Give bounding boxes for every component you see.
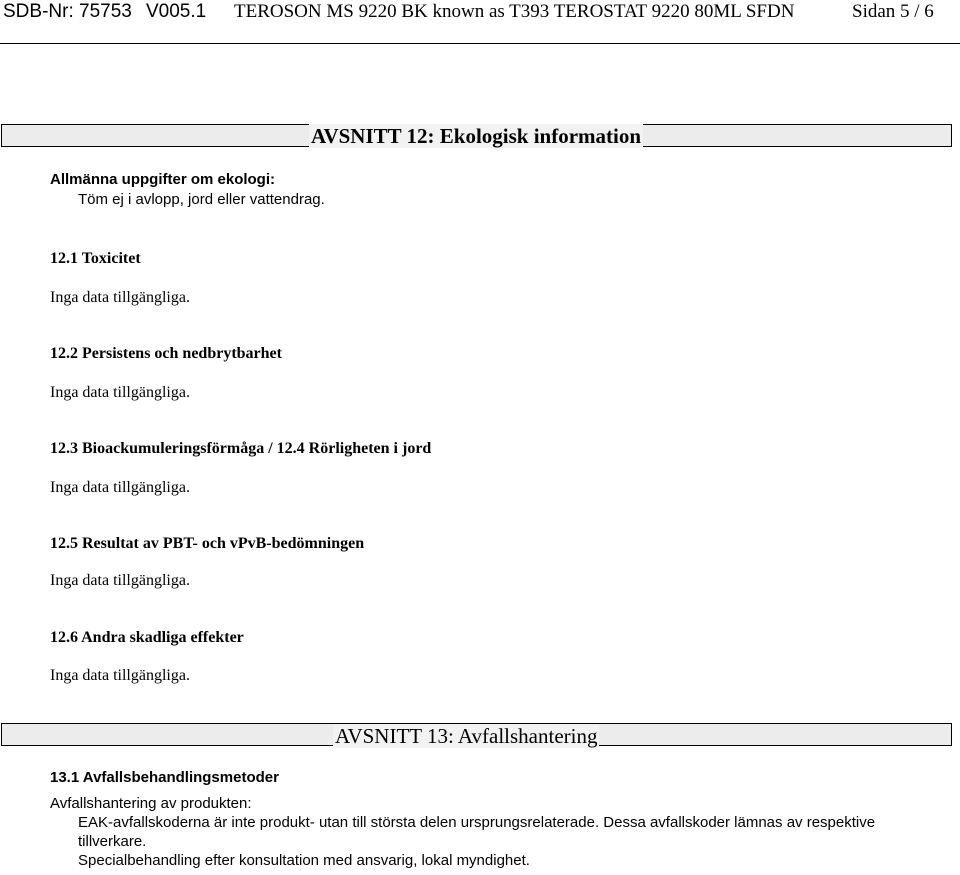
section-13-title: AVSNITT 13: Avfallshantering [335,724,598,748]
subsection-heading: 12.5 Resultat av PBT- och vPvB-bedömningen [50,535,365,552]
product-name: TEROSON MS 9220 BK known as T393 TEROSTAT 9220 80ML SFDN [234,1,795,22]
subsection-text: Inga data tillgängliga. [50,479,190,496]
subsection-text: Inga data tillgängliga. [50,289,190,306]
subsection-heading: 12.6 Andra skadliga effekter [50,629,244,646]
subsection-text: Inga data tillgängliga. [50,384,190,401]
waste-text-line-3: Specialbehandling efter konsultation med ansvarig, lokal myndighet. [78,852,530,869]
subsection-heading: 12.3 Bioackumuleringsförmåga / 12.4 Rörligheten i jord [50,440,432,457]
waste-text-line-1: EAK-avfallskoderna är inte produkt- utan till största delen ursprungsrelaterade. Dessa avfallskoder lämnas av respektive [78,814,876,831]
subsection-heading: 12.2 Persistens och nedbrytbarhet [50,345,282,362]
version: V005.1 [146,1,207,22]
sdb-number: SDB-Nr: 75753 [3,1,132,22]
page-number: Sidan 5 / 6 [852,1,934,22]
waste-text-line-2: tillverkare. [78,833,147,850]
subsection-text: Inga data tillgängliga. [50,572,190,589]
section-12-title: AVSNITT 12: Ekologisk information [311,124,642,148]
general-ecology-text: Töm ej i avlopp, jord eller vattendrag. [78,191,325,208]
general-ecology-label: Allmänna uppgifter om ekologi: [50,171,276,188]
waste-label: Avfallshantering av produkten: [50,795,252,812]
subsection-13-1-heading: 13.1 Avfallsbehandlingsmetoder [50,769,279,786]
header-divider [0,43,960,44]
subsection-text: Inga data tillgängliga. [50,667,190,684]
subsection-heading: 12.1 Toxicitet [50,250,141,267]
